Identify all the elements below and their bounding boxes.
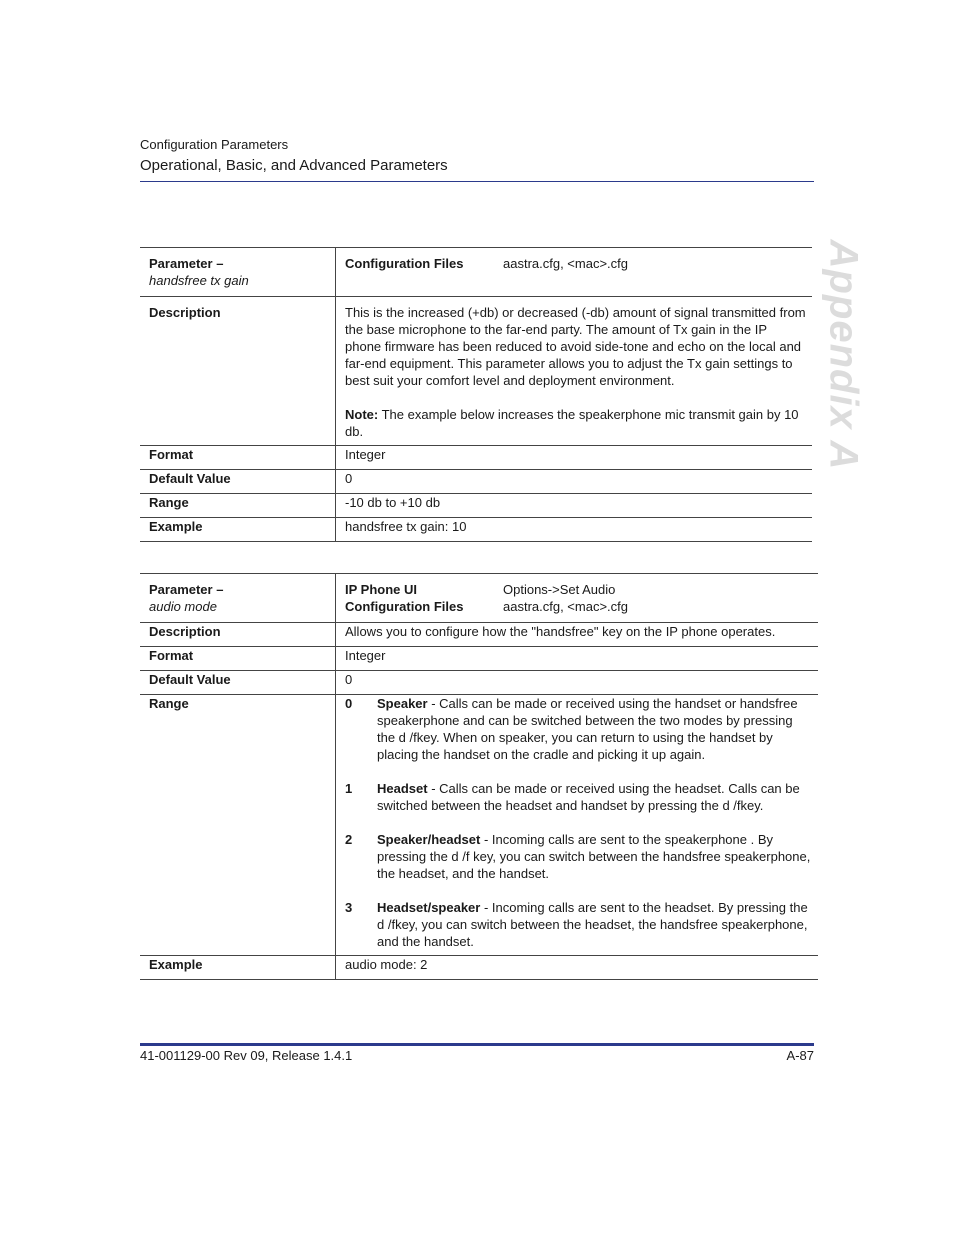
table-row	[140, 695, 818, 956]
table-row	[140, 647, 818, 671]
range-label: Range	[140, 494, 336, 518]
default-value-label: Default Value	[140, 671, 336, 695]
range-option-number: 1	[345, 781, 353, 796]
range-option-text: - Incoming calls are sent to the speakerphone . By pressing the d /f key, you can switch between the handsfree speakerphone, the headset, and the handset.	[377, 832, 811, 881]
range-option	[345, 695, 812, 763]
range-option	[345, 780, 812, 814]
default-value: 0	[336, 671, 819, 695]
table-row	[140, 623, 818, 647]
table-row	[140, 470, 812, 494]
ip-phone-ui-label: IP Phone UI	[345, 582, 417, 597]
header-section: Configuration Parameters	[140, 137, 289, 152]
range-option	[345, 831, 812, 882]
param-cell	[140, 574, 336, 623]
range-option-number: 2	[345, 832, 353, 847]
range-option-name: Headset/speaker	[377, 900, 481, 915]
description-text: This is the increased (+db) or decreased (-db) amount of signal transmitted from the base microphone to the far-end party. The amount of Tx gain in the IP phone firmware has been reduced to avoid side-tone and echo on the local and far-end equipment. This parameter allows you to adjust the Tx gain settings to best suit your comfort level and deployment environment.	[345, 305, 806, 388]
table-row	[140, 446, 812, 470]
table-row	[140, 518, 812, 542]
range-option-name: Speaker	[377, 696, 428, 711]
range-value: -10 db to +10 db	[336, 494, 813, 518]
range-option-number: 3	[345, 900, 353, 915]
range-label: Range	[140, 695, 336, 956]
config-files-label: Configuration Files	[345, 599, 464, 614]
description-text: Allows you to configure how the "handsfree" key on the IP phone operates.	[336, 623, 819, 647]
footer-rule	[140, 1043, 814, 1046]
table-row	[140, 248, 812, 297]
table-row	[140, 956, 818, 980]
appendix-side-tab-label: Appendix A	[821, 239, 866, 471]
table-row	[140, 671, 818, 695]
format-value: Integer	[336, 446, 813, 470]
table-row	[140, 574, 818, 623]
description-label: Description	[140, 623, 336, 647]
parameter-table-handsfree-tx-gain	[140, 247, 812, 542]
format-label: Format	[140, 446, 336, 470]
config-files-value: aastra.cfg, <mac>.cfg	[503, 256, 629, 271]
range-option	[345, 899, 812, 950]
config-files-label: Configuration Files	[345, 256, 464, 271]
description-label: Description	[140, 297, 336, 446]
param-name: audio mode	[149, 599, 217, 614]
example-label: Example	[140, 956, 336, 980]
header-subsection: Operational, Basic, and Advanced Parameters	[140, 157, 448, 174]
footer-page-number: A-87	[786, 1048, 814, 1063]
config-files-cell	[336, 248, 813, 297]
param-cell	[140, 248, 336, 297]
default-value-label: Default Value	[140, 470, 336, 494]
format-value: Integer	[336, 647, 819, 671]
example-value: handsfree tx gain: 10	[336, 518, 813, 542]
parameter-table-audio-mode	[140, 573, 818, 980]
config-files-value: aastra.cfg, <mac>.cfg	[503, 599, 629, 614]
param-label: Parameter –	[149, 256, 224, 271]
range-option-text: - Incoming calls are sent to the headset. By pressing the d /fkey, you can switch between the headset, the handsfree speakerphone, and the handset.	[377, 900, 808, 949]
ui-config-cell	[336, 574, 819, 623]
range-option-text: - Calls can be made or received using the headset. Calls can be switched between the headset and handset by pressing the d /fkey.	[377, 781, 800, 813]
default-value: 0	[336, 470, 813, 494]
table-row	[140, 297, 812, 446]
note-text: The example below increases the speakerphone mic transmit gain by 10 db.	[345, 407, 799, 439]
footer-doc-id: 41-001129-00 Rev 09, Release 1.4.1	[140, 1048, 353, 1063]
range-option-number: 0	[345, 696, 353, 711]
ip-phone-ui-value: Options->Set Audio	[503, 582, 616, 597]
example-label: Example	[140, 518, 336, 542]
format-label: Format	[140, 647, 336, 671]
table-row	[140, 494, 812, 518]
example-value: audio mode: 2	[336, 956, 819, 980]
description-cell	[336, 297, 813, 446]
range-option-text: - Calls can be made or received using the handset or handsfree speakerphone and can be switched between the two modes by pressing the d /fkey. When on speaker, you can return to using the handset by placing the handset on the cradle and picking it up again.	[377, 696, 798, 762]
note-paragraph	[345, 406, 806, 440]
range-options-cell	[336, 695, 819, 956]
range-option-name: Headset	[377, 781, 428, 796]
appendix-side-tab	[818, 239, 868, 471]
param-label: Parameter –	[149, 582, 224, 597]
range-option-name: Speaker/headset	[377, 832, 481, 847]
header-rule	[140, 181, 814, 182]
param-name: handsfree tx gain	[149, 273, 249, 288]
note-label: Note:	[345, 407, 379, 422]
